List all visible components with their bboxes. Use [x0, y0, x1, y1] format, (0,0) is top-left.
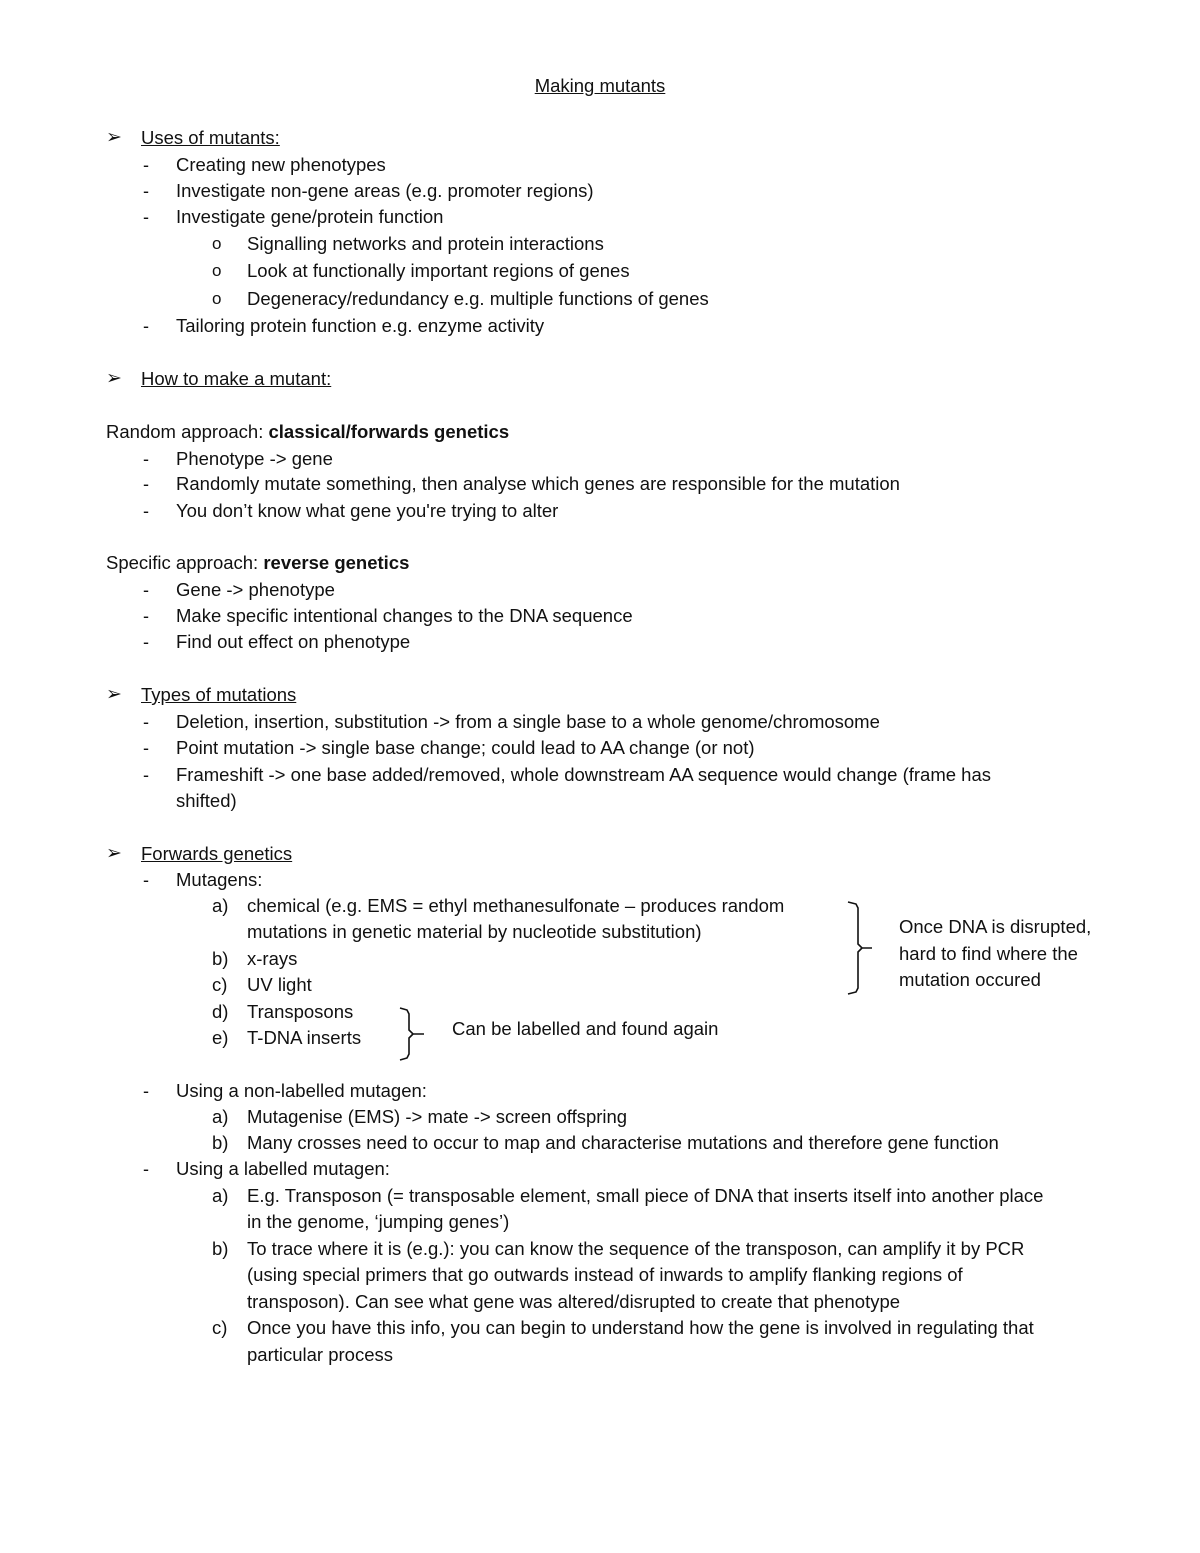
dash-bullet: - [143, 580, 149, 600]
nonlabelled-item: Mutagenise (EMS) -> mate -> screen offspring [247, 1106, 628, 1127]
list-item: You don’t know what gene you're trying to alter [176, 500, 559, 521]
o-bullet: o [212, 289, 222, 308]
sub-list-item: Degeneracy/redundancy e.g. multiple functions of genes [247, 288, 709, 309]
list-item: Creating new phenotypes [176, 154, 386, 175]
letter-label: b) [212, 1132, 229, 1153]
mutagens-label: Mutagens: [176, 869, 263, 890]
list-item: Find out effect on phenotype [176, 631, 411, 652]
list-item: Tailoring protein function e.g. enzyme activity [176, 315, 545, 336]
arrow-bullet-icon: ➢ [106, 368, 122, 389]
list-item: Make specific intentional changes to the DNA sequence [176, 605, 633, 626]
dash-bullet: - [143, 207, 149, 227]
section-heading-forwards: Forwards genetics [141, 843, 293, 864]
brace-note-line: mutation occured [899, 969, 1041, 990]
labelled-item: To trace where it is (e.g.): you can know the sequence of the transposon, can amplify it by PCR [247, 1238, 1025, 1259]
list-item: Investigate gene/protein function [176, 206, 444, 227]
brace-note-line: Once DNA is disrupted, [899, 916, 1092, 937]
brace-note-line: hard to find where the [899, 943, 1078, 964]
letter-label: e) [212, 1027, 229, 1048]
mutagen-item: chemical (e.g. EMS = ethyl methanesulfonate – produces random [247, 895, 785, 916]
dash-bullet: - [143, 712, 149, 732]
letter-label: b) [212, 948, 229, 969]
dash-bullet: - [143, 632, 149, 652]
letter-label: c) [212, 1317, 228, 1338]
labelled-item-continuation: in the genome, ‘jumping genes’) [247, 1211, 510, 1232]
labelled-note: Can be labelled and found again [452, 1018, 719, 1039]
specific-approach-prefix: Specific approach: [106, 552, 264, 573]
list-item: Randomly mutate something, then analyse which genes are responsible for the mutation [176, 473, 900, 494]
letter-label: a) [212, 1106, 229, 1127]
list-item: Investigate non-gene areas (e.g. promoter regions) [176, 180, 594, 201]
specific-approach-bold: reverse genetics [263, 552, 410, 573]
dash-bullet: - [143, 870, 149, 890]
dash-bullet: - [143, 1081, 149, 1101]
list-item: Frameshift -> one base added/removed, whole downstream AA sequence would change (frame has [176, 764, 991, 785]
random-approach-line [106, 420, 509, 444]
specific-approach-line [106, 551, 409, 575]
right-brace-icon [398, 1006, 428, 1062]
labelled-item: Once you have this info, you can begin to understand how the gene is involved in regulating that [247, 1317, 1034, 1338]
labelled-item: E.g. Transposon (= transposable element, small piece of DNA that inserts itself into another place [247, 1185, 1044, 1206]
labelled-item-continuation: transposon). Can see what gene was altered/disrupted to create that phenotype [247, 1291, 901, 1312]
list-item-continuation: shifted) [176, 790, 237, 811]
list-item: Gene -> phenotype [176, 579, 335, 600]
mutagen-item: Transposons [247, 1001, 354, 1022]
dash-bullet: - [143, 501, 149, 521]
labelled-item-continuation: (using special primers that go outwards instead of inwards to amplify flanking regions of [247, 1264, 963, 1285]
nonlabelled-label: Using a non-labelled mutagen: [176, 1080, 427, 1101]
dash-bullet: - [143, 449, 149, 469]
letter-label: a) [212, 1185, 229, 1206]
mutagen-item: T-DNA inserts [247, 1027, 362, 1048]
random-approach-bold: classical/forwards genetics [268, 421, 510, 442]
right-brace-icon [846, 900, 876, 996]
sub-list-item: Signalling networks and protein interactions [247, 233, 604, 254]
dash-bullet: - [143, 606, 149, 626]
letter-label: b) [212, 1238, 229, 1259]
dash-bullet: - [143, 181, 149, 201]
dash-bullet: - [143, 316, 149, 336]
mutagen-item: UV light [247, 974, 312, 995]
list-item: Deletion, insertion, substitution -> from a single base to a whole genome/chromosome [176, 711, 880, 732]
labelled-item-continuation: particular process [247, 1344, 394, 1365]
page-title: Making mutants [534, 75, 666, 96]
nonlabelled-item: Many crosses need to occur to map and characterise mutations and therefore gene function [247, 1132, 999, 1153]
list-item: Phenotype -> gene [176, 448, 333, 469]
mutagen-item-continuation: mutations in genetic material by nucleotide substitution) [247, 921, 702, 942]
o-bullet: o [212, 261, 222, 280]
sub-list-item: Look at functionally important regions of genes [247, 260, 630, 281]
letter-label: c) [212, 974, 228, 995]
random-approach-prefix: Random approach: [106, 421, 269, 442]
dash-bullet: - [143, 155, 149, 175]
labelled-label: Using a labelled mutagen: [176, 1158, 390, 1179]
letter-label: d) [212, 1001, 229, 1022]
arrow-bullet-icon: ➢ [106, 843, 122, 864]
arrow-bullet-icon: ➢ [106, 684, 122, 705]
dash-bullet: - [143, 738, 149, 758]
dash-bullet: - [143, 765, 149, 785]
section-heading-how: How to make a mutant: [141, 368, 332, 389]
dash-bullet: - [143, 1159, 149, 1179]
letter-label: a) [212, 895, 229, 916]
arrow-bullet-icon: ➢ [106, 127, 122, 148]
list-item: Point mutation -> single base change; could lead to AA change (or not) [176, 737, 755, 758]
o-bullet: o [212, 234, 222, 253]
section-heading-types: Types of mutations [141, 684, 297, 705]
dash-bullet: - [143, 474, 149, 494]
mutagen-item: x-rays [247, 948, 298, 969]
section-heading-uses: Uses of mutants: [141, 127, 280, 148]
